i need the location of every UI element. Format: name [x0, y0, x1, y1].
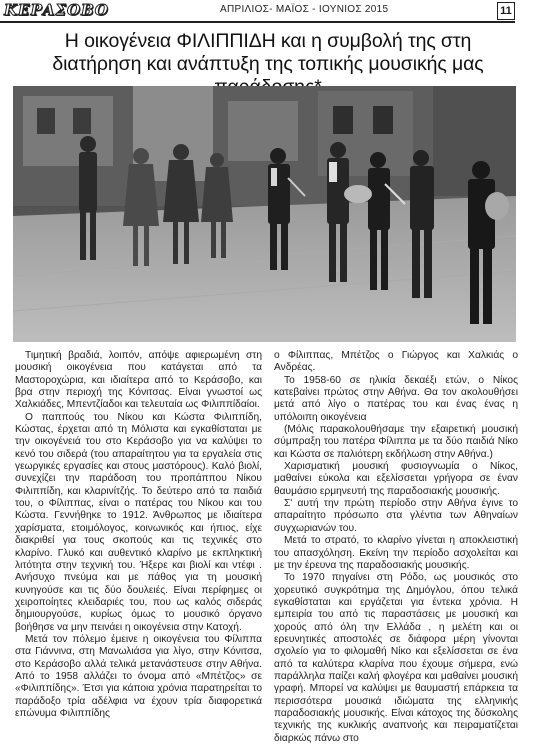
right-paragraph: Χαρισματική μουσική φυσιογνωμία ο Νίκος, μαθαίνει εύκολα και εξελίσσεται γρήγορα σε έναν θαυμάσιο ερμηνευτή της παραδοσιακής μουσικής.	[274, 461, 518, 497]
left-paragraph: Τιμητική βραδιά, λοιπόν, απόψε αφιερωμένη στη μουσική οικογένεια που κατάγεται από τα Μαστοροχώρια, και ιδιαίτερα από το Κεράσοβο, και βρα στην περιοχή της Κόνιτσας. Είναι γνωστοί ως Χαλκιάδες, Μπεντζίαδοι και τελευταία ως Φιλιππίδαίοι.	[15, 350, 262, 411]
article-column-left	[15, 350, 262, 720]
left-paragraph: Ο παππούς του Νίκου και Κώστα Φιλιππίδη, Κώστας, έρχεται από τη Μόλιστα και εγκαθίσταται με την οικογένειά του στο Κεράσοβο για να καλύψει το κενό του σιδερά (του απαραίτητου για τα εργαλεία στις γεωργικές εργασίες και στους μαστόρους). Καλό βιολί, συνεχίζει την παράδοση του προπάππου Νίκου Φιλιππίδη, και κλαρινίτζής. Το δεύτερο από τα παιδιά του, ο Φίλιππας, είναι ο πατέρας του Νίκου και του Κώστα. Γεννήθηκε το 1912. Άνθρωπος με ιδιαίτερα χαρίσματα, ετοιμόλογος, κοινωνικός και ήπιος, είχε διακριθεί για τους σκοπούς και τις τεχνικές στο κλαρίνο. Γλυκό και αυθεντικό κλαρίνο με εκπληκτική λιτότητα στην τεχνική του. Ήξερε και βιολί και ντέφι . Ανήσυχο πνεύμα και με πάθος για τη μουσική κυνηγούσε και τις δύο δουλειές. Είναι περίφημες οι χειροποίητες κλειδαριές του, που ως καλός σιδεράς δημιουργούσε, κυρίως όμως το μουσικό όργανο βοήθησε να μην πεινάει η οικογένεια στην Κατοχή.	[15, 411, 262, 633]
masthead-title: ΚΕΡΑΣΟΒΟ	[4, 1, 109, 19]
article-photo	[13, 86, 516, 342]
article-headline: Η οικογένεια ΦΙΛΙΠΠΙΔΗ και η συμβολή της στη διατήρηση και ανάπτυξη της τοπικής μουσικής μας	[52, 30, 484, 75]
right-paragraph: Μετά το στρατό, το κλαρίνο γίνεται η αποκλειστική του απασχόληση. Εκείνη την περίοδο ασχολείται και με την έρευνα της παραδοσιακής μουσικής.	[274, 535, 518, 571]
issue-date: ΑΠΡΙΛΙΟΣ- ΜΑΪΟΣ - ΙΟΥΝΙΟΣ 2015	[220, 4, 389, 15]
page-header	[0, 0, 551, 22]
musicians-dancers-photo	[13, 86, 516, 342]
header-rule	[0, 21, 515, 23]
right-paragraph: Σ' αυτή την πρώτη περίοδο στην Αθήνα έγινε το απαραίτητο πρόσωπο στα γλέντια των Αθηναίων συγχωριανών του.	[274, 498, 518, 534]
right-paragraph: (Μόλις παρακολουθήσαμε την εξαιρετική μουσική σύμπραξη του πατέρα Φίλιππα με τα δύο παιδιά Νίκο και Κώστα σε παλιότερη εκδήλωση στην Αθήνα.)	[274, 424, 518, 460]
page-number: 11	[497, 2, 515, 20]
right-paragraph: ο Φίλιππας, Μπέτζος ο Γιώργος και Χαλκιάς ο Ανδρέας.	[274, 350, 518, 374]
right-paragraph: Το 1958-60 σε ηλικία δεκαέξι ετών, ο Νίκος κατεβαίνει πρώτος στην Αθήνα. Θα τον ακολουθήσει μετά από λίγο ο πατέρας του και ένας ένας η υπόλοιπη οικογένεια	[274, 374, 518, 423]
left-paragraph: Μετά τον πόλεμο έμεινε η οικογένεια του Φίλιππα στα Γιάννινα, στη Μανωλιάσα για λίγο, στην Κόνιτσα, στο Κεράσοβο αλλά τελικά μετανάστευσε στην Αθήνα. Από το 1958 αλλάζει το όνομα από «Μπέτζος» σε «Φιλιππίδης». Έτσι για κάποια χρόνια παρατηρείται το παράδοξο τρία αδέλφια να έχουν τρία διαφορετικά επώνυμα Φιλιππίδης	[15, 633, 262, 719]
article-column-right	[274, 350, 518, 745]
right-paragraph: Το 1970 πηγαίνει στη Ρόδο, ως μουσικός στο χορευτικό συγκρότημα της Δημόγλου, όπου τελικά εγκαθίσταται και εργάζεται για έντεκα χρόνια. Η εμπειρία του από τις παραστάσεις με μουσική και χορούς από όλη την Ελλάδα , η μελέτη και οι ερευνητικές αποστολές σε διάφορα μέρη γίνονται σχολείο για το φιλομαθή Νίκο και εξελίσσεται σε ένα από τα καλύτερα κλαρίνα που έχουμε σήμερα, ενώ παράλληλα παίζει καλή φλογέρα και μαθαίνει μουσική γραφή. Μπορεί να καλύψει με θαυμαστή επάρκεια τα περισσότερα μουσικά ιδιώματα της ελληνικής παραδοσιακής μουσικής. Είναι κάτοχος της δύσκολης τεχνικής της κυκλικής αναπνοής και πειραματίζεται διαρκώς πάνω στο	[274, 572, 518, 744]
